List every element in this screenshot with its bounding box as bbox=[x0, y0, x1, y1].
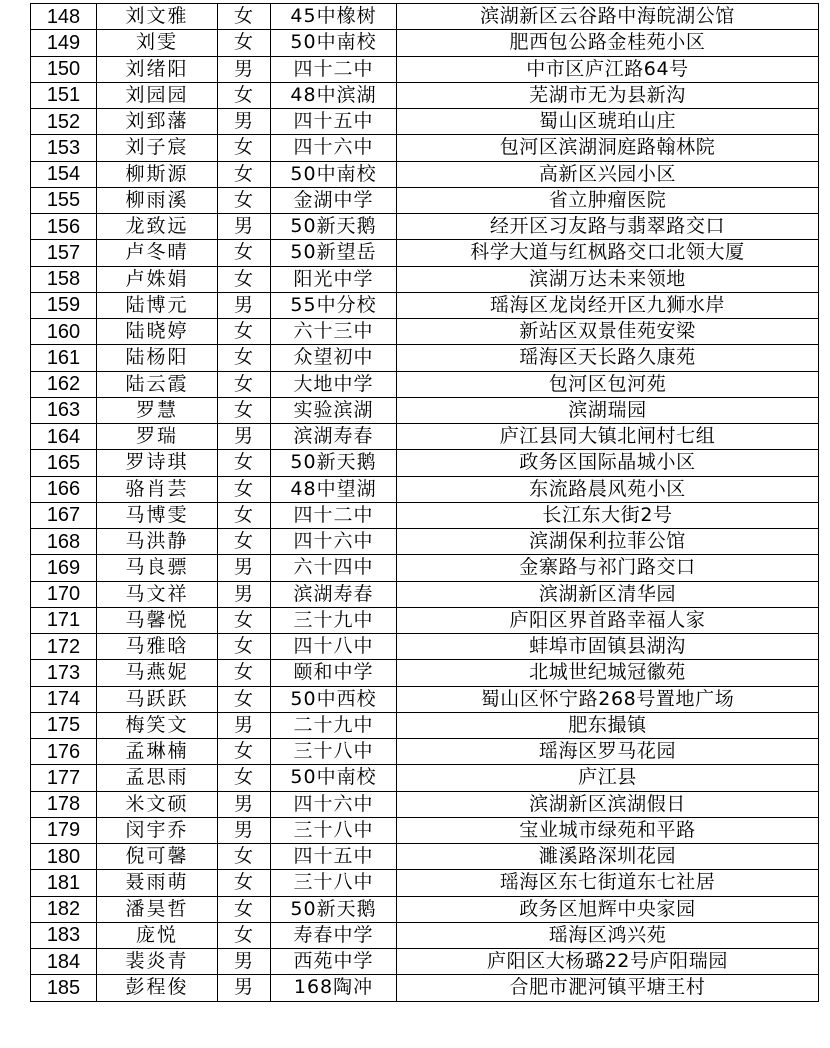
table-row bbox=[31, 765, 819, 791]
cell-gender: 女 bbox=[218, 607, 271, 633]
cell-name: 聂雨萌 bbox=[97, 870, 218, 896]
cell-school: 50中南校 bbox=[271, 765, 397, 791]
cell-gender: 女 bbox=[218, 660, 271, 686]
cell-gender: 男 bbox=[218, 975, 271, 1001]
cell-address: 政务区国际晶城小区 bbox=[397, 450, 819, 476]
cell-number: 164 bbox=[31, 424, 97, 450]
cell-number: 157 bbox=[31, 240, 97, 266]
cell-school: 六十四中 bbox=[271, 555, 397, 581]
cell-name: 马博雯 bbox=[97, 502, 218, 528]
table-row bbox=[31, 791, 819, 817]
cell-number: 178 bbox=[31, 791, 97, 817]
cell-school: 50中南校 bbox=[271, 30, 397, 56]
cell-school: 滨湖寿春 bbox=[271, 581, 397, 607]
table-row bbox=[31, 660, 819, 686]
table-row bbox=[31, 555, 819, 581]
cell-name: 马雅晗 bbox=[97, 634, 218, 660]
cell-address: 滨湖新区清华园 bbox=[397, 581, 819, 607]
cell-name: 卢姝娟 bbox=[97, 266, 218, 292]
cell-gender: 女 bbox=[218, 739, 271, 765]
cell-school: 50新天鹅 bbox=[271, 214, 397, 240]
cell-address: 高新区兴园小区 bbox=[397, 161, 819, 187]
cell-gender: 男 bbox=[218, 424, 271, 450]
cell-address: 省立肿瘤医院 bbox=[397, 187, 819, 213]
table-row bbox=[31, 161, 819, 187]
cell-number: 179 bbox=[31, 817, 97, 843]
cell-address: 瑶海区罗马花园 bbox=[397, 739, 819, 765]
cell-name: 柳斯源 bbox=[97, 161, 218, 187]
cell-gender: 男 bbox=[218, 817, 271, 843]
cell-school: 金湖中学 bbox=[271, 187, 397, 213]
cell-name: 龙致远 bbox=[97, 214, 218, 240]
table-row bbox=[31, 397, 819, 423]
table-row bbox=[31, 922, 819, 948]
table-row bbox=[31, 975, 819, 1001]
cell-number: 175 bbox=[31, 712, 97, 738]
cell-gender: 男 bbox=[218, 712, 271, 738]
cell-gender: 女 bbox=[218, 187, 271, 213]
table-row bbox=[31, 240, 819, 266]
cell-address: 瑶海区天长路久康苑 bbox=[397, 345, 819, 371]
cell-gender: 女 bbox=[218, 634, 271, 660]
cell-name: 潘昊哲 bbox=[97, 896, 218, 922]
table-row bbox=[31, 581, 819, 607]
cell-school: 六十三中 bbox=[271, 319, 397, 345]
table-row bbox=[31, 712, 819, 738]
cell-school: 三十九中 bbox=[271, 607, 397, 633]
cell-name: 彭程俊 bbox=[97, 975, 218, 1001]
cell-gender: 女 bbox=[218, 30, 271, 56]
cell-name: 裴炎青 bbox=[97, 949, 218, 975]
cell-school: 阳光中学 bbox=[271, 266, 397, 292]
table-row bbox=[31, 502, 819, 528]
cell-name: 马跃跃 bbox=[97, 686, 218, 712]
table-row bbox=[31, 4, 819, 30]
cell-address: 包河区包河苑 bbox=[397, 371, 819, 397]
cell-gender: 女 bbox=[218, 529, 271, 555]
cell-gender: 女 bbox=[218, 4, 271, 30]
cell-address: 芜湖市无为县新沟 bbox=[397, 82, 819, 108]
table-row bbox=[31, 319, 819, 345]
cell-address: 科学大道与红枫路交口北领大厦 bbox=[397, 240, 819, 266]
cell-number: 184 bbox=[31, 949, 97, 975]
cell-name: 梅笑文 bbox=[97, 712, 218, 738]
cell-name: 马洪静 bbox=[97, 529, 218, 555]
cell-number: 163 bbox=[31, 397, 97, 423]
cell-number: 171 bbox=[31, 607, 97, 633]
table-row bbox=[31, 870, 819, 896]
cell-school: 50新望岳 bbox=[271, 240, 397, 266]
cell-address: 合肥市淝河镇平塘王村 bbox=[397, 975, 819, 1001]
cell-number: 168 bbox=[31, 529, 97, 555]
cell-name: 孟琳楠 bbox=[97, 739, 218, 765]
cell-address: 政务区旭辉中央家园 bbox=[397, 896, 819, 922]
cell-gender: 女 bbox=[218, 266, 271, 292]
cell-gender: 女 bbox=[218, 922, 271, 948]
cell-number: 172 bbox=[31, 634, 97, 660]
table-row bbox=[31, 135, 819, 161]
cell-address: 滨湖新区云谷路中海皖湖公馆 bbox=[397, 4, 819, 30]
cell-number: 185 bbox=[31, 975, 97, 1001]
cell-gender: 女 bbox=[218, 319, 271, 345]
cell-school: 四十五中 bbox=[271, 844, 397, 870]
cell-school: 四十二中 bbox=[271, 56, 397, 82]
table-row bbox=[31, 214, 819, 240]
cell-number: 155 bbox=[31, 187, 97, 213]
cell-name: 刘雯 bbox=[97, 30, 218, 56]
table-row bbox=[31, 30, 819, 56]
cell-gender: 女 bbox=[218, 502, 271, 528]
cell-name: 闵宇乔 bbox=[97, 817, 218, 843]
cell-name: 骆肖芸 bbox=[97, 476, 218, 502]
cell-school: 滨湖寿春 bbox=[271, 424, 397, 450]
cell-address: 瑶海区龙岗经开区九狮水岸 bbox=[397, 292, 819, 318]
cell-number: 173 bbox=[31, 660, 97, 686]
cell-number: 152 bbox=[31, 109, 97, 135]
cell-gender: 男 bbox=[218, 109, 271, 135]
cell-name: 刘文雅 bbox=[97, 4, 218, 30]
cell-name: 孟思雨 bbox=[97, 765, 218, 791]
cell-name: 马文祥 bbox=[97, 581, 218, 607]
cell-school: 四十八中 bbox=[271, 634, 397, 660]
cell-number: 159 bbox=[31, 292, 97, 318]
cell-number: 180 bbox=[31, 844, 97, 870]
cell-school: 实验滨湖 bbox=[271, 397, 397, 423]
cell-name: 罗诗琪 bbox=[97, 450, 218, 476]
cell-gender: 男 bbox=[218, 214, 271, 240]
cell-name: 刘园园 bbox=[97, 82, 218, 108]
cell-address: 中市区庐江路64号 bbox=[397, 56, 819, 82]
cell-name: 马馨悦 bbox=[97, 607, 218, 633]
cell-address: 新站区双景佳苑安梁 bbox=[397, 319, 819, 345]
table-row bbox=[31, 529, 819, 555]
table-row bbox=[31, 109, 819, 135]
cell-school: 四十六中 bbox=[271, 529, 397, 555]
cell-gender: 男 bbox=[218, 56, 271, 82]
cell-number: 183 bbox=[31, 922, 97, 948]
cell-school: 四十六中 bbox=[271, 135, 397, 161]
table-row bbox=[31, 424, 819, 450]
cell-school: 55中分校 bbox=[271, 292, 397, 318]
cell-name: 卢冬晴 bbox=[97, 240, 218, 266]
table-row bbox=[31, 56, 819, 82]
table-row bbox=[31, 896, 819, 922]
cell-number: 148 bbox=[31, 4, 97, 30]
cell-number: 149 bbox=[31, 30, 97, 56]
cell-number: 170 bbox=[31, 581, 97, 607]
cell-address: 瑶海区东七街道东七社居 bbox=[397, 870, 819, 896]
cell-name: 陆晓婷 bbox=[97, 319, 218, 345]
cell-name: 马良骠 bbox=[97, 555, 218, 581]
cell-number: 154 bbox=[31, 161, 97, 187]
cell-address: 滨湖保利拉菲公馆 bbox=[397, 529, 819, 555]
cell-address: 蜀山区怀宁路268号置地广场 bbox=[397, 686, 819, 712]
cell-address: 庐江县同大镇北闸村七组 bbox=[397, 424, 819, 450]
roster-body bbox=[31, 4, 819, 1002]
cell-number: 156 bbox=[31, 214, 97, 240]
table-row bbox=[31, 82, 819, 108]
cell-gender: 女 bbox=[218, 397, 271, 423]
cell-school: 众望初中 bbox=[271, 345, 397, 371]
cell-gender: 女 bbox=[218, 844, 271, 870]
cell-gender: 男 bbox=[218, 581, 271, 607]
cell-address: 包河区滨湖洞庭路翰林院 bbox=[397, 135, 819, 161]
cell-name: 陆博元 bbox=[97, 292, 218, 318]
cell-number: 151 bbox=[31, 82, 97, 108]
cell-gender: 女 bbox=[218, 371, 271, 397]
cell-gender: 女 bbox=[218, 135, 271, 161]
table-row bbox=[31, 739, 819, 765]
cell-gender: 男 bbox=[218, 555, 271, 581]
cell-school: 寿春中学 bbox=[271, 922, 397, 948]
cell-address: 东流路晨风苑小区 bbox=[397, 476, 819, 502]
cell-school: 168陶冲 bbox=[271, 975, 397, 1001]
cell-gender: 女 bbox=[218, 476, 271, 502]
cell-school: 颐和中学 bbox=[271, 660, 397, 686]
cell-gender: 女 bbox=[218, 345, 271, 371]
cell-address: 北城世纪城冠徽苑 bbox=[397, 660, 819, 686]
cell-address: 宝业城市绿苑和平路 bbox=[397, 817, 819, 843]
cell-number: 174 bbox=[31, 686, 97, 712]
cell-gender: 男 bbox=[218, 791, 271, 817]
table-row bbox=[31, 844, 819, 870]
table-row bbox=[31, 476, 819, 502]
table-row bbox=[31, 817, 819, 843]
cell-number: 166 bbox=[31, 476, 97, 502]
table-row bbox=[31, 345, 819, 371]
cell-address: 滨湖万达未来领地 bbox=[397, 266, 819, 292]
cell-number: 161 bbox=[31, 345, 97, 371]
cell-gender: 女 bbox=[218, 161, 271, 187]
cell-address: 庐江县 bbox=[397, 765, 819, 791]
cell-name: 陆云霞 bbox=[97, 371, 218, 397]
cell-school: 45中橡树 bbox=[271, 4, 397, 30]
cell-number: 177 bbox=[31, 765, 97, 791]
cell-school: 三十八中 bbox=[271, 817, 397, 843]
cell-name: 庞悦 bbox=[97, 922, 218, 948]
cell-name: 倪可馨 bbox=[97, 844, 218, 870]
cell-school: 四十五中 bbox=[271, 109, 397, 135]
student-roster-table bbox=[30, 3, 819, 1002]
cell-address: 长江东大街2号 bbox=[397, 502, 819, 528]
cell-gender: 男 bbox=[218, 292, 271, 318]
cell-name: 刘郅藩 bbox=[97, 109, 218, 135]
cell-name: 刘绪阳 bbox=[97, 56, 218, 82]
cell-school: 48中滨湖 bbox=[271, 82, 397, 108]
cell-number: 162 bbox=[31, 371, 97, 397]
cell-school: 三十八中 bbox=[271, 870, 397, 896]
cell-address: 蜀山区琥珀山庄 bbox=[397, 109, 819, 135]
cell-address: 庐阳区界首路幸福人家 bbox=[397, 607, 819, 633]
cell-number: 167 bbox=[31, 502, 97, 528]
table-row bbox=[31, 187, 819, 213]
table-row bbox=[31, 371, 819, 397]
cell-gender: 女 bbox=[218, 450, 271, 476]
cell-name: 米文硕 bbox=[97, 791, 218, 817]
cell-address: 肥东撮镇 bbox=[397, 712, 819, 738]
cell-name: 罗瑞 bbox=[97, 424, 218, 450]
cell-gender: 女 bbox=[218, 765, 271, 791]
cell-number: 182 bbox=[31, 896, 97, 922]
cell-address: 滨湖瑞园 bbox=[397, 397, 819, 423]
cell-school: 48中望湖 bbox=[271, 476, 397, 502]
cell-number: 160 bbox=[31, 319, 97, 345]
table-row bbox=[31, 450, 819, 476]
cell-school: 四十六中 bbox=[271, 791, 397, 817]
cell-name: 陆杨阳 bbox=[97, 345, 218, 371]
cell-address: 庐阳区大杨璐22号庐阳瑞园 bbox=[397, 949, 819, 975]
table-row bbox=[31, 949, 819, 975]
cell-gender: 女 bbox=[218, 870, 271, 896]
cell-number: 158 bbox=[31, 266, 97, 292]
cell-school: 三十八中 bbox=[271, 739, 397, 765]
cell-number: 150 bbox=[31, 56, 97, 82]
cell-school: 50中西校 bbox=[271, 686, 397, 712]
cell-school: 大地中学 bbox=[271, 371, 397, 397]
cell-name: 刘子宸 bbox=[97, 135, 218, 161]
cell-gender: 女 bbox=[218, 240, 271, 266]
cell-address: 经开区习友路与翡翠路交口 bbox=[397, 214, 819, 240]
cell-number: 165 bbox=[31, 450, 97, 476]
cell-address: 瑶海区鸿兴苑 bbox=[397, 922, 819, 948]
table-row bbox=[31, 292, 819, 318]
cell-gender: 女 bbox=[218, 82, 271, 108]
cell-school: 50新天鹅 bbox=[271, 896, 397, 922]
cell-school: 四十二中 bbox=[271, 502, 397, 528]
cell-number: 169 bbox=[31, 555, 97, 581]
cell-school: 50新天鹅 bbox=[271, 450, 397, 476]
cell-number: 153 bbox=[31, 135, 97, 161]
cell-name: 罗慧 bbox=[97, 397, 218, 423]
cell-address: 金寨路与祁门路交口 bbox=[397, 555, 819, 581]
cell-address: 滨湖新区滨湖假日 bbox=[397, 791, 819, 817]
cell-address: 濉溪路深圳花园 bbox=[397, 844, 819, 870]
table-row bbox=[31, 686, 819, 712]
cell-name: 马燕妮 bbox=[97, 660, 218, 686]
cell-number: 181 bbox=[31, 870, 97, 896]
cell-address: 蚌埠市固镇县湖沟 bbox=[397, 634, 819, 660]
cell-number: 176 bbox=[31, 739, 97, 765]
cell-school: 二十九中 bbox=[271, 712, 397, 738]
cell-school: 西苑中学 bbox=[271, 949, 397, 975]
cell-school: 50中南校 bbox=[271, 161, 397, 187]
cell-gender: 女 bbox=[218, 896, 271, 922]
cell-gender: 男 bbox=[218, 949, 271, 975]
table-row bbox=[31, 634, 819, 660]
table-row bbox=[31, 266, 819, 292]
cell-address: 肥西包公路金桂苑小区 bbox=[397, 30, 819, 56]
cell-gender: 女 bbox=[218, 686, 271, 712]
table-row bbox=[31, 607, 819, 633]
cell-name: 柳雨溪 bbox=[97, 187, 218, 213]
